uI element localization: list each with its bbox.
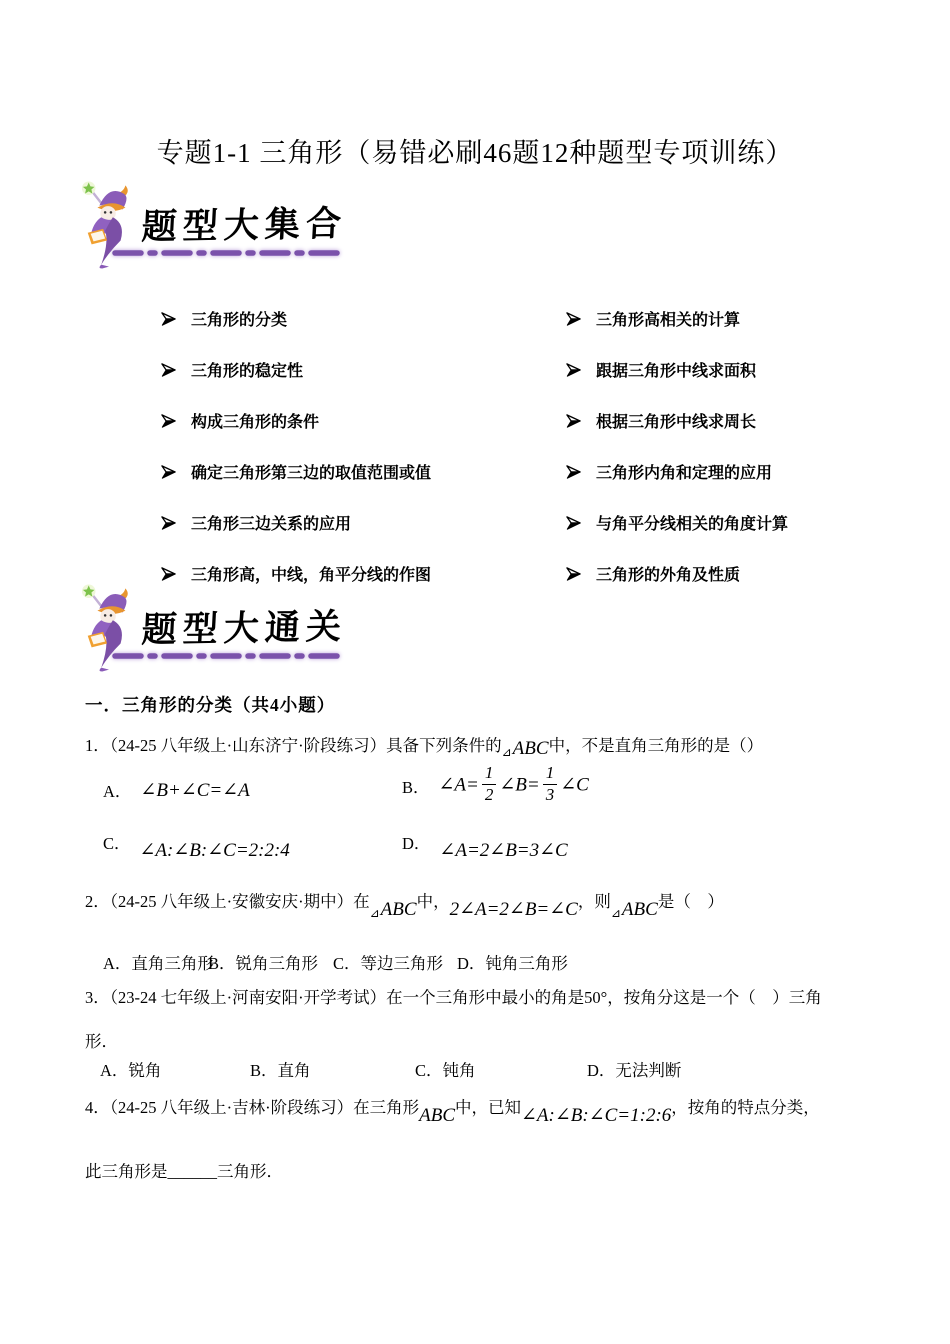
option-label: B．	[402, 778, 430, 798]
stem-text: 具备下列条件的	[386, 736, 502, 755]
question-2-options	[85, 950, 900, 974]
stem-text: 在一个三角形中最小的角是50°，按角分这是一个（ ）三角	[386, 988, 822, 1007]
option-formula	[438, 763, 589, 806]
topic-item	[565, 395, 895, 446]
stem-text: ，则	[577, 892, 611, 911]
stem-text: 三角形．	[217, 1162, 283, 1181]
topic-item	[565, 293, 895, 344]
section-heading: 一．三角形的分类（共4小题）	[85, 695, 336, 715]
stem-text: 中，已知	[455, 1098, 521, 1117]
formula-part: ∠C	[560, 774, 589, 796]
arrow-bullet-icon	[160, 362, 177, 378]
banner-question-type-collection	[80, 182, 410, 274]
topic-label: 三角形的外角及性质	[596, 567, 741, 584]
banner-question-type-pass	[80, 585, 410, 677]
abc-var: ABC	[380, 899, 417, 920]
topic-item	[565, 446, 895, 497]
arrow-bullet-icon	[565, 311, 582, 327]
option-D: D．无法判断	[587, 1061, 682, 1080]
question-number: 3．	[85, 988, 110, 1007]
topic-label: 三角形的稳定性	[191, 363, 304, 380]
option-D	[402, 830, 568, 861]
topic-label: 与角平分线相关的角度计算	[596, 516, 789, 533]
question-4-stem-line2	[85, 1158, 283, 1182]
topic-label: 根据三角形中线求周长	[596, 414, 757, 431]
arrow-bullet-icon	[160, 464, 177, 480]
option-label: C．	[103, 834, 131, 853]
abc-var: ABC	[419, 1105, 455, 1126]
arrow-bullet-icon	[160, 311, 177, 327]
option-C: C．等边三角形	[333, 954, 444, 973]
question-3-stem-line2: 形．	[85, 1032, 118, 1051]
question-3-options	[85, 1057, 900, 1081]
topic-label: 三角形三边关系的应用	[191, 516, 352, 533]
question-1-stem	[85, 730, 900, 762]
arrow-bullet-icon	[160, 515, 177, 531]
stem-text: ，按角的特点分类，	[671, 1098, 820, 1117]
topic-item	[565, 344, 895, 395]
answer-blank: ______	[167, 1162, 217, 1181]
question-source: （24-25 八年级上·安徽安庆·期中）	[109, 892, 354, 911]
stem-formula: ∠A:∠B:∠C=1:2:6	[521, 1105, 672, 1126]
option-A	[103, 778, 250, 802]
topic-column-left	[160, 293, 560, 599]
topic-item	[565, 497, 895, 548]
option-C	[103, 830, 290, 861]
stem-text: 中，	[416, 892, 450, 911]
stem-text: 在三角形	[353, 1098, 420, 1117]
dash-divider	[112, 248, 348, 258]
question-4-stem	[85, 1092, 900, 1124]
option-A: A．锐角	[100, 1061, 162, 1080]
topic-item	[565, 548, 895, 599]
question-4	[85, 1092, 900, 1202]
dash-divider	[112, 651, 348, 661]
fraction-numerator: 1	[543, 764, 558, 785]
option-formula: ∠B+∠C=∠A	[140, 779, 250, 801]
topic-label: 三角形高相关的计算	[596, 312, 741, 329]
question-1	[85, 730, 900, 880]
topic-label: 跟据三角形中线求面积	[596, 363, 757, 380]
option-B	[402, 763, 589, 806]
question-3-stem	[85, 984, 900, 1012]
arrow-bullet-icon	[160, 413, 177, 429]
question-number: 4．	[85, 1098, 110, 1117]
question-number: 2．	[85, 892, 110, 911]
question-source: （24-25 八年级上·山东济宁·阶段练习）	[109, 736, 387, 755]
triangle-symbol: ⊿	[369, 906, 380, 920]
option-formula: ∠A=2∠B=3∠C	[439, 840, 568, 861]
option-D: D．钝角三角形	[457, 954, 568, 973]
triangle-abc	[502, 738, 549, 759]
formula-part: ∠A=	[438, 774, 479, 796]
question-number: 1．	[85, 736, 110, 755]
question-source: （24-25 八年级上·吉林·阶段练习）	[109, 1098, 354, 1117]
topic-item	[160, 344, 560, 395]
topic-label: 三角形内角和定理的应用	[596, 465, 773, 482]
topic-item	[160, 497, 560, 548]
option-formula: ∠A:∠B:∠C=2:2:4	[139, 840, 290, 861]
formula-part: ∠B=	[499, 774, 540, 796]
triangle-symbol: ⊿	[501, 745, 512, 759]
question-3	[85, 984, 900, 1094]
topic-item	[160, 446, 560, 497]
triangle-symbol: ⊿	[610, 906, 621, 920]
arrow-bullet-icon	[565, 515, 582, 531]
fraction-denominator: 3	[545, 784, 555, 804]
stem-text: 此三角形是	[85, 1162, 168, 1181]
arrow-bullet-icon	[565, 464, 582, 480]
abc-var: ABC	[512, 738, 549, 759]
question-source: （23-24 七年级上·河南安阳·开学考试）	[109, 988, 387, 1007]
arrow-bullet-icon	[565, 362, 582, 378]
stem-formula: 2∠A=2∠B=∠C	[449, 899, 578, 920]
topic-column-right	[565, 293, 895, 599]
topic-label: 确定三角形第三边的取值范围或值	[191, 465, 432, 482]
option-label: A．	[103, 782, 132, 801]
page-title: 专题1-1 三角形（易错必刷46题12种题型专项训练）	[156, 138, 794, 169]
triangle-abc	[611, 899, 658, 920]
fraction-numerator: 1	[482, 764, 497, 785]
option-B: B．锐角三角形	[208, 954, 319, 973]
question-2	[85, 886, 900, 986]
option-label: D．	[402, 834, 431, 853]
stem-text: 在	[353, 892, 370, 911]
banner-title: 题型大通关	[140, 606, 349, 651]
topic-label: 三角形高，中线，角平分线的作图	[191, 567, 432, 584]
arrow-bullet-icon	[565, 566, 582, 582]
fraction-denominator: 2	[484, 784, 494, 804]
arrow-bullet-icon	[160, 566, 177, 582]
fraction	[543, 764, 558, 804]
question-2-stem	[85, 886, 900, 918]
option-C: C．钝角	[415, 1061, 476, 1080]
banner-title: 题型大集合	[140, 203, 349, 248]
triangle-abc	[370, 899, 417, 920]
topic-item	[160, 395, 560, 446]
arrow-bullet-icon	[565, 413, 582, 429]
stem-text: 是（ ）	[657, 892, 724, 911]
option-A: A．直角三角形	[103, 954, 214, 973]
topic-label: 构成三角形的条件	[191, 414, 320, 431]
stem-text: 中，不是直角三角形的是（）	[548, 736, 764, 755]
option-B: B．直角	[250, 1061, 311, 1080]
topic-item	[160, 293, 560, 344]
abc-var: ABC	[621, 899, 658, 920]
topic-label: 三角形的分类	[191, 312, 288, 329]
fraction	[482, 764, 497, 804]
